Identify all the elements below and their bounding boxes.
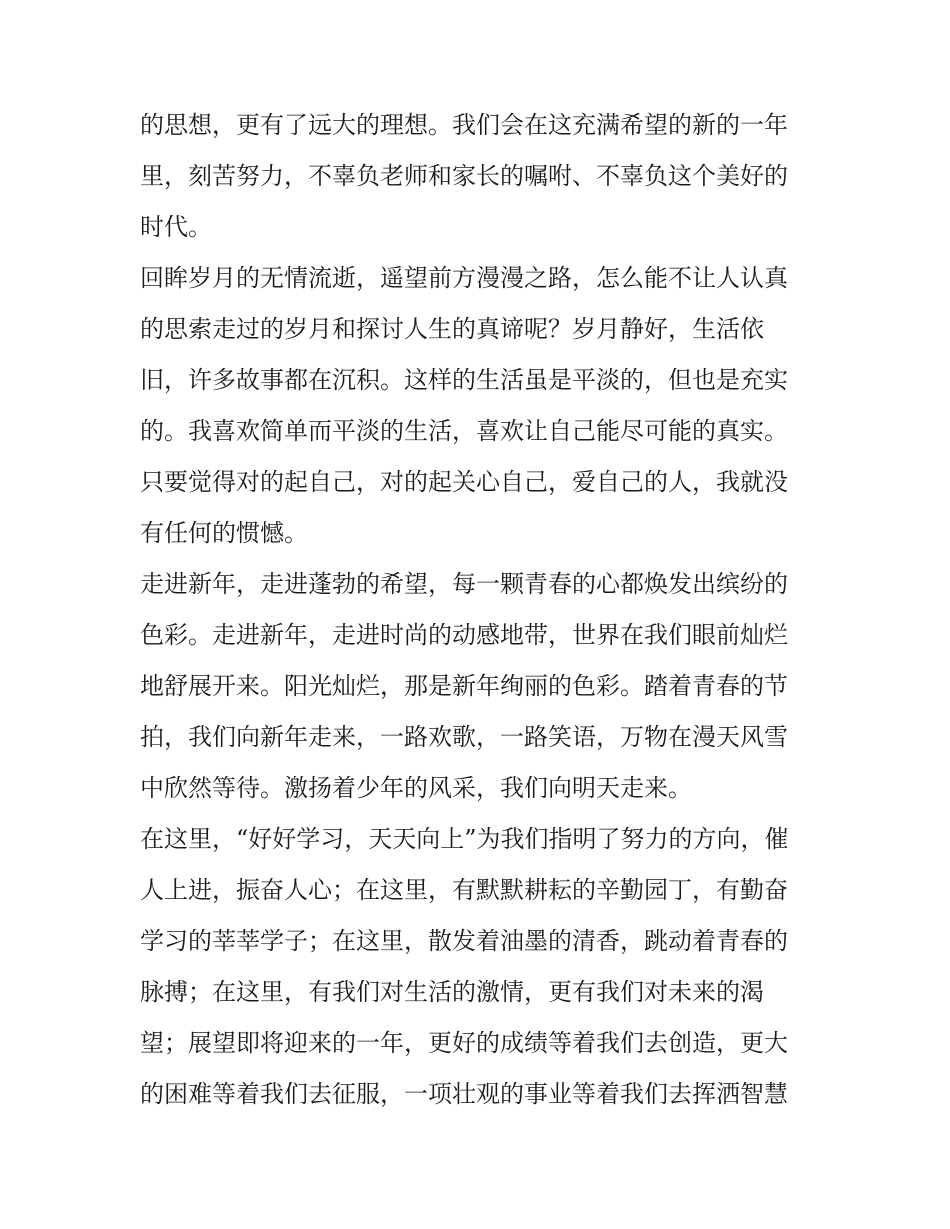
text-line: 的困难等着我们去征服，一项壮观的事业等着我们去挥洒智慧	[140, 1080, 788, 1108]
text-line: 有任何的惯憾。	[140, 519, 308, 547]
text-line: 中欣然等待。激扬着少年的风采，我们向明天走来。	[140, 774, 692, 802]
text-line: 走进新年，走进蓬勃的希望，每一颗青春的心都焕发出缤纷的	[140, 570, 788, 598]
text-line: 回眸岁月的无情流逝，遥望前方漫漫之路，怎么能不让人认真	[140, 264, 788, 292]
text-line: 的。我喜欢简单而平淡的生活，喜欢让自己能尽可能的真实。	[140, 417, 788, 445]
text-line: 拍，我们向新年走来，一路欢歌，一路笑语，万物在漫天风雪	[140, 723, 788, 751]
text-line: 色彩。走进新年，走进时尚的动感地带，世界在我们眼前灿烂	[140, 621, 788, 649]
text-line: 人上进，振奋人心；在这里，有默默耕耘的辛勤园丁，有勤奋	[140, 876, 788, 904]
text-line: 时代。	[140, 213, 212, 241]
text-line: 的思想，更有了远大的理想。我们会在这充满希望的新的一年	[140, 111, 788, 139]
text-line: 脉搏；在这里，有我们对生活的激情，更有我们对未来的渴	[140, 978, 764, 1006]
text-line: 地舒展开来。阳光灿烂，那是新年绚丽的色彩。踏着青春的节	[140, 672, 788, 700]
text-line: 旧，许多故事都在沉积。这样的生活虽是平淡的，但也是充实	[140, 366, 788, 394]
text-line: 只要觉得对的起自己，对的起关心自己，爱自己的人，我就没	[140, 468, 788, 496]
text-line: 学习的莘莘学子；在这里，散发着油墨的清香，跳动着青春的	[140, 927, 788, 955]
text-line: 里，刻苦努力，不辜负老师和家长的嘱咐、不辜负这个美好的	[140, 162, 788, 190]
document-body	[140, 100, 812, 1120]
text-line: 望；展望即将迎来的一年，更好的成绩等着我们去创造，更大	[140, 1029, 788, 1057]
text-line: 的思索走过的岁月和探讨人生的真谛呢？岁月静好，生活依	[140, 315, 764, 343]
text-line: 在这里，“好好学习，天天向上”为我们指明了努力的方向，催	[140, 825, 789, 853]
